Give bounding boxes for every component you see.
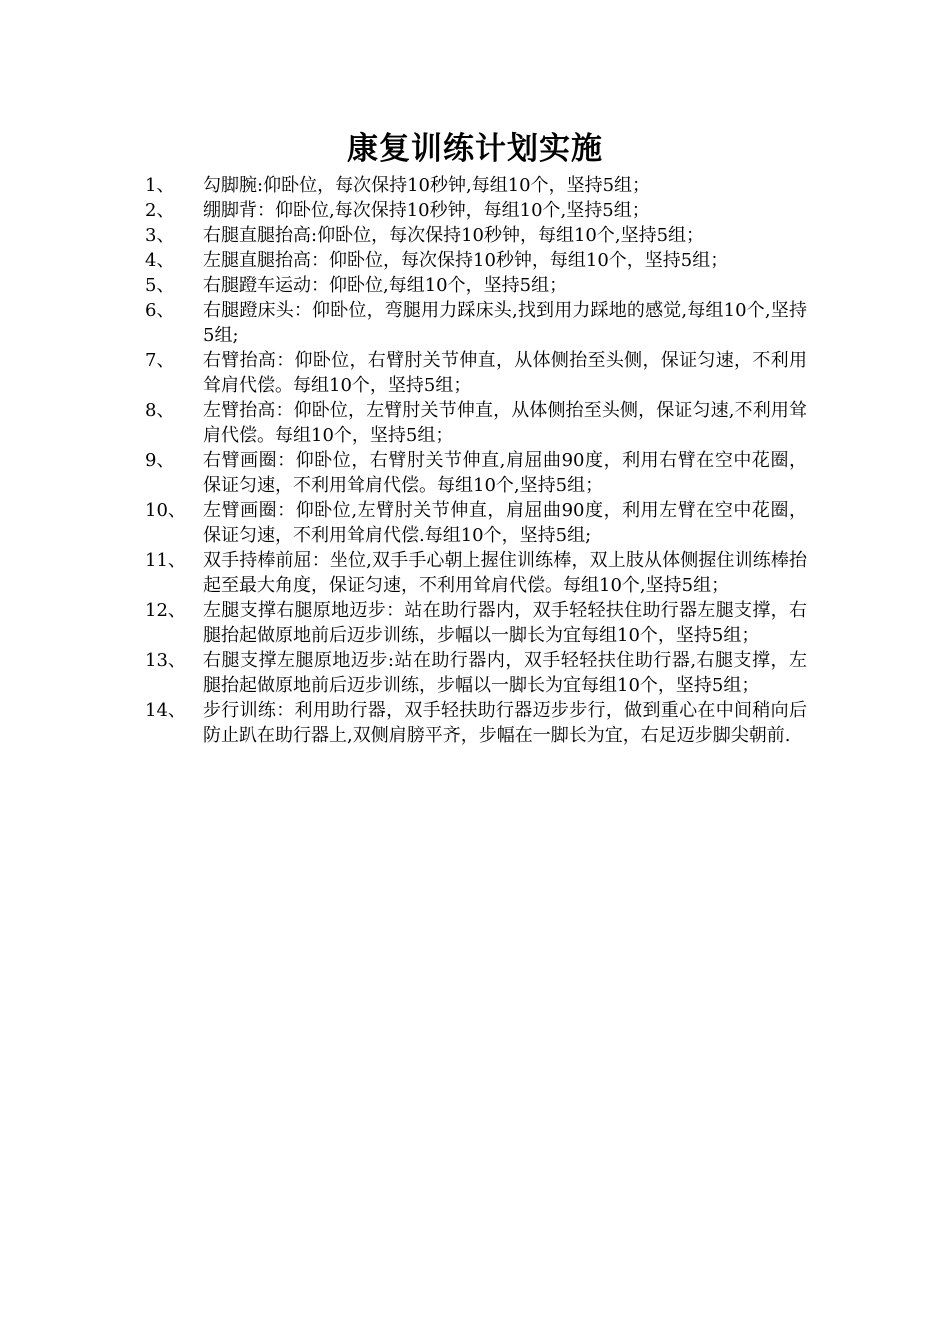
item-text: 右臂画圈：仰卧位，右臂肘关节伸直,肩屈曲90度，利用右臂在空中花圈，保证匀速，不利用耸肩代偿。每组10个,坚持5组； (203, 450, 807, 496)
list-item (0, 598, 950, 648)
item-number: 7、 (145, 350, 175, 371)
item-number: 11、 (145, 550, 186, 571)
item-text: 右腿支撑左腿原地迈步:站在助行器内，双手轻轻扶住助行器,右腿支撑，左腿抬起做原地前后迈步训练，步幅以一脚长为宜每组10个，坚持5组； (203, 650, 807, 696)
item-text: 左臂画圈：仰卧位,左臂肘关节伸直，肩屈曲90度，利用左臂在空中花圈，保证匀速，不利用耸肩代偿.每组10个，坚持5组; (203, 500, 807, 546)
item-text: 右腿蹬车运动：仰卧位,每组10个，坚持5组； (203, 275, 568, 296)
training-plan-list (0, 173, 950, 748)
document-title: 康复训练计划实施 (347, 131, 603, 167)
list-item (0, 348, 950, 398)
item-number: 1、 (145, 175, 175, 196)
item-number: 6、 (145, 300, 175, 321)
item-number: 3、 (145, 225, 175, 246)
item-text: 右臂抬高：仰卧位，右臂肘关节伸直，从体侧抬至头侧，保证匀速，不利用耸肩代偿。每组10个，坚持5组； (203, 350, 807, 396)
list-item (0, 298, 950, 348)
item-text: 右腿直腿抬高:仰卧位，每次保持10秒钟，每组10个,坚持5组； (203, 225, 705, 246)
list-item (0, 398, 950, 448)
item-number: 14、 (145, 700, 186, 721)
list-item (0, 198, 950, 223)
item-text: 勾脚腕:仰卧位，每次保持10秒钟,每组10个，坚持5组； (203, 175, 651, 196)
item-number: 5、 (145, 275, 175, 296)
list-item (0, 498, 950, 548)
item-number: 2、 (145, 200, 175, 221)
list-item (0, 698, 950, 748)
list-item (0, 548, 950, 598)
item-text: 双手持棒前屈：坐位,双手手心朝上握住训练棒，双上肢从体侧握住训练棒抬起至最大角度，保证匀速，不利用耸肩代偿。每组10个,坚持5组； (203, 550, 807, 596)
item-number: 4、 (145, 250, 175, 271)
item-text: 左腿支撑右腿原地迈步：站在助行器内，双手轻轻扶住助行器左腿支撑，右腿抬起做原地前后迈步训练，步幅以一脚长为宜每组10个，坚持5组； (203, 600, 807, 646)
item-number: 12、 (145, 600, 186, 621)
list-item (0, 248, 950, 273)
item-text: 绷脚背：仰卧位,每次保持10秒钟，每组10个,坚持5组； (203, 200, 650, 221)
item-number: 10、 (145, 500, 186, 521)
list-item (0, 223, 950, 248)
item-text: 步行训练：利用助行器，双手轻扶助行器迈步步行，做到重心在中间稍向后防止趴在助行器上,双侧肩膀平齐，步幅在一脚长为宜，右足迈步脚尖朝前. (203, 700, 807, 746)
item-number: 8、 (145, 400, 175, 421)
list-item (0, 273, 950, 298)
list-item (0, 173, 950, 198)
item-text: 左臂抬高：仰卧位，左臂肘关节伸直，从体侧抬至头侧，保证匀速,不利用耸肩代偿。每组10个，坚持5组； (203, 400, 807, 446)
item-number: 13、 (145, 650, 186, 671)
item-text: 右腿蹬床头：仰卧位，弯腿用力踩床头,找到用力踩地的感觉,每组10个,坚持5组; (203, 300, 807, 346)
list-item (0, 448, 950, 498)
item-text: 左腿直腿抬高：仰卧位，每次保持10秒钟，每组10个，坚持5组； (203, 250, 729, 271)
list-item (0, 648, 950, 698)
item-number: 9、 (145, 450, 175, 471)
